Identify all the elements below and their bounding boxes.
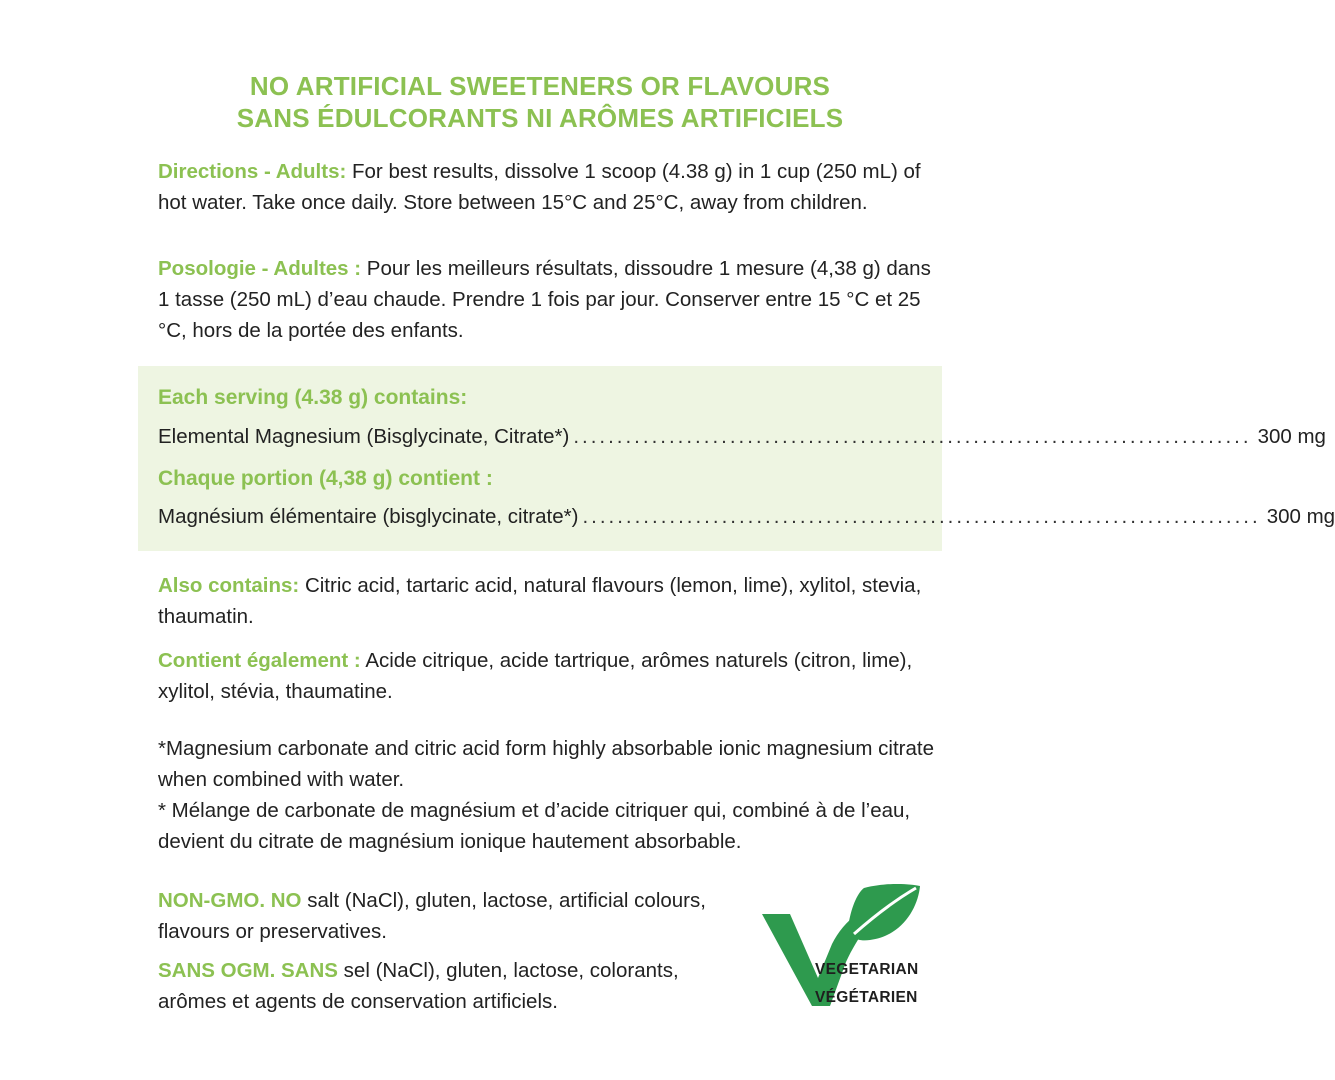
- also-contains-fr-text: Acide citrique, acide tartrique, arômes naturels (citron, lime), xylitol, stévia, thaumatine.: [158, 649, 913, 703]
- serving-row-fr: [158, 505, 1335, 529]
- vegetarian-label-fr: VÉGÉTARIEN: [815, 989, 918, 1006]
- claims-fr: [158, 955, 748, 1017]
- footnote-en: *Magnesium carbonate and citric acid form highly absorbable ionic magnesium citrate when combined with water.: [158, 737, 934, 791]
- directions-en-text: For best results, dissolve 1 scoop (4.38 g) in 1 cup (250 mL) of hot water. Take once daily. Store between 15°C and 25°C, away from children.: [158, 160, 921, 214]
- ingredient-amount-en: 300 mg: [1257, 425, 1326, 448]
- directions-fr-text: Pour les meilleurs résultats, dissoudre 1 mesure (4,38 g) dans 1 tasse (250 mL) d’eau chaude. Prendre 1 fois par jour. Conserver entre 15 °C et 25 °C, hors de la portée des enfants.: [158, 257, 931, 342]
- headline-fr: SANS ÉDULCORANTS NI ARÔMES ARTIFICIELS: [236, 103, 844, 133]
- serving-row-en: [158, 425, 1326, 449]
- directions-en-label: Directions - Adults:: [158, 160, 347, 183]
- footnote-fr: * Mélange de carbonate de magnésium et d’acide citriquer qui, combiné à de l’eau, devient du citrate de magnésium ionique hautement absorbable.: [158, 799, 911, 853]
- vegetarian-label-en: VEGETARIAN: [815, 961, 919, 978]
- claims-fr-text: sel (NaCl), gluten, lactose, colorants, arômes et agents de conservation artificiels.: [158, 959, 679, 1013]
- also-contains-en: [158, 570, 938, 632]
- directions-en: [158, 156, 938, 218]
- ingredient-name-fr: Magnésium élémentaire (bisglycinate, citrate*): [158, 505, 579, 528]
- also-contains-en-label: Also contains:: [158, 574, 300, 597]
- ingredient-name-en: Elemental Magnesium (Bisglycinate, Citrate*): [158, 425, 570, 448]
- directions-fr-label: Posologie - Adultes :: [158, 257, 362, 280]
- leader-dots: ..............................................................................: [573, 425, 1252, 448]
- directions-fr: [158, 253, 938, 346]
- ingredient-amount-fr: 300 mg: [1266, 505, 1335, 528]
- also-contains-fr: [158, 645, 938, 707]
- claims-en-text: salt (NaCl), gluten, lactose, artificial colours, flavours or preservatives.: [158, 889, 706, 943]
- serving-heading-en: Each serving (4.38 g) contains:: [158, 386, 468, 409]
- leader-dots: ..............................................................................: [582, 505, 1261, 528]
- claims-fr-label: SANS OGM. SANS: [158, 959, 338, 982]
- claims-en: [158, 885, 748, 947]
- also-contains-en-text: Citric acid, tartaric acid, natural flavours (lemon, lime), xylitol, stevia, thaumatin.: [158, 574, 922, 628]
- headline-en: NO ARTIFICIAL SWEETENERS OR FLAVOURS: [249, 71, 831, 101]
- serving-heading-fr: Chaque portion (4,38 g) contient :: [158, 467, 493, 490]
- claims-en-label: NON-GMO. NO: [158, 889, 302, 912]
- also-contains-fr-label: Contient également :: [158, 649, 361, 672]
